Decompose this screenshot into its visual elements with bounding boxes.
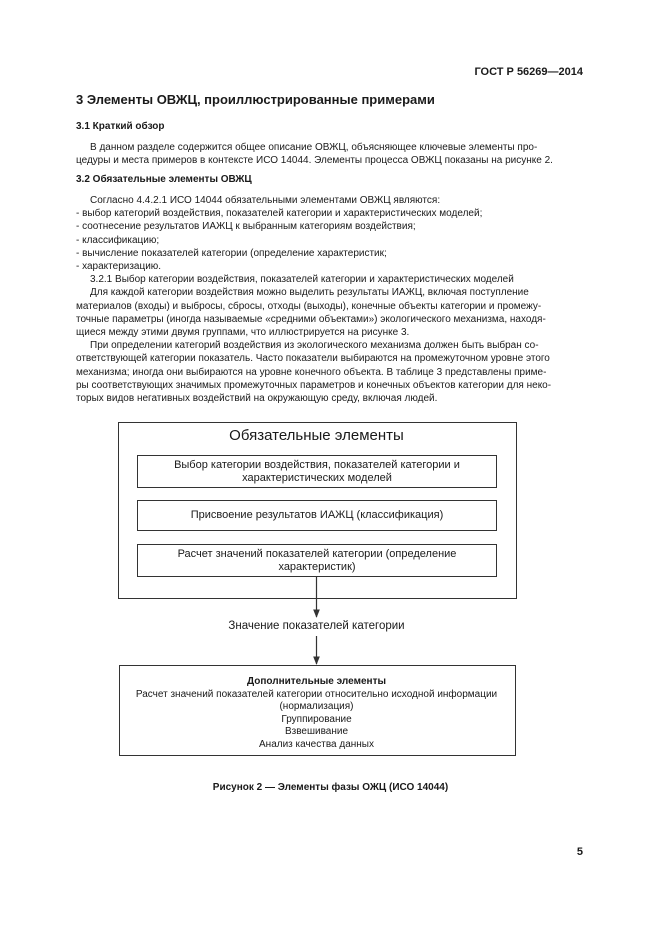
box-line: характеристик) (278, 560, 356, 573)
text-line: торых видов негативных воздействий на окружающую среду, включая людей. (76, 393, 438, 405)
list-item: - классификацию; (76, 234, 160, 246)
optional-item: Анализ качества данных (259, 738, 374, 750)
standard-number: ГОСТ Р 56269—2014 (474, 66, 583, 78)
optional-item: Расчет значений показателей категории относительно исходной информации (135, 688, 498, 700)
box-line: Расчет значений показателей категории (определение (177, 547, 457, 560)
intro-line: Согласно 4.4.2.1 ИСО 14044 обязательными элементами ОВЖЦ являются: (90, 195, 441, 206)
optional-elements-text (119, 676, 514, 751)
list-item: - выбор категорий воздействия, показателей категории и характеристических моделей; (76, 208, 483, 220)
text-line: материалов (входы) и выбросы, сбросы, отходы (выходы), конечные объекты категории и промежу- (76, 300, 542, 312)
section-3-2-heading: 3.2 Обязательные элементы ОВЖЦ (76, 174, 252, 185)
list-item: - вычисление показателей категории (определение характеристик; (76, 247, 387, 259)
text-line: Для каждой категории воздействия можно выделить результаты ИАЖЦ, включая поступление (90, 287, 529, 299)
text-line: ответствующей категории показатель. Часто показатели выбираются на промежуточном уровне этого (76, 353, 550, 365)
text-line: цедуры и места примеров в контексте ИСО 14044. Элементы процесса ОВЖЦ показаны на рисунке 2. (76, 155, 553, 167)
text-line: щиеся между этими двумя группами, что иллюстрируется на рисунке 3. (76, 327, 410, 339)
mandatory-elements-title: Обязательные элементы (229, 427, 404, 444)
optional-item: Группирование (281, 713, 352, 725)
section-3-heading: 3 Элементы ОВЖЦ, проиллюстрированные примерами (76, 92, 435, 107)
page-number: 5 (576, 846, 583, 858)
list-item: - характеризацию. (76, 261, 162, 273)
subsection-heading: 3.2.1 Выбор категории воздействия, показателей категории и характеристических моделей (90, 274, 514, 286)
text-line: точные параметры (иногда называемые «средними объектами») экологического механизма, находя- (76, 313, 546, 325)
box-line: Выбор категории воздействия, показателей категории и (174, 458, 460, 471)
optional-item: (нормализация) (279, 701, 354, 712)
optional-item: Взвешивание (284, 726, 349, 737)
text-line: механизма; иногда они выбираются на уровне конечного объекта. В таблице 3 представлены приме- (76, 366, 547, 378)
indicator-value-label: Значение показателей категории (228, 620, 405, 632)
text-line: При определении категорий воздействия из экологического механизма должен быть выбран со- (90, 340, 539, 352)
text-line: ры соответствующих значимых промежуточных параметров и конечных объектов категории для неко- (76, 379, 552, 391)
text-line: В данном разделе содержится общее описание ОВЖЦ, объясняющее ключевые элементы про- (90, 142, 538, 153)
optional-elements-title: Дополнительные элементы (246, 676, 387, 687)
section-3-1-heading: 3.1 Краткий обзор (76, 121, 165, 132)
box-line: характеристических моделей (242, 471, 392, 484)
list-item: - соотнесение результатов ИАЖЦ к выбранным категориям воздействия; (76, 221, 416, 233)
figure-caption: Рисунок 2 — Элементы фазы ОЖЦ (ИСО 14044) (212, 782, 449, 793)
box-line: Присвоение результатов ИАЖЦ (классификация) (190, 509, 444, 521)
